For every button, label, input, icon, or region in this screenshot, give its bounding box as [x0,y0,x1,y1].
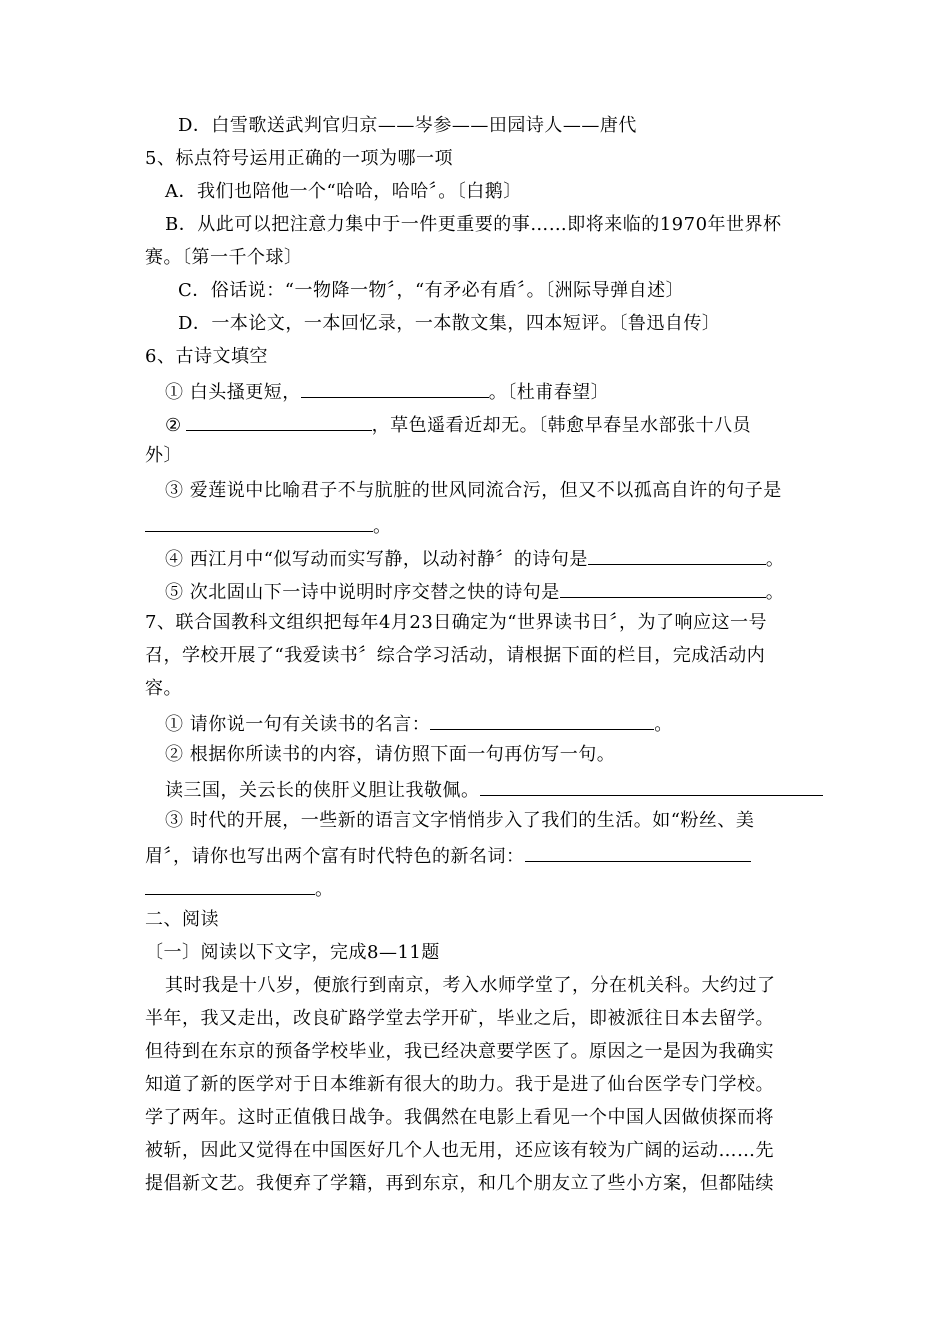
answer-blank-5[interactable] [560,579,766,598]
fill-item-4-end: 。 [765,549,785,570]
fill-item-4 [165,546,784,571]
fill-item-4-text: ④ 西江月中“似写动而实写静，以动衬静〞的诗句是 [165,549,588,570]
question-7-line-3: 容。 [145,678,182,699]
question-6-title: 6、古诗文填空 [145,346,268,367]
fill-item-2-cont: 外〕 [145,445,182,466]
answer-blank-1[interactable] [301,379,489,398]
q7-item-3-end: 。 [315,879,334,900]
passage-line-5: 学了两年。这时正值俄日战争。我偶然在电影上看见一个中国人因做侦探而将 [145,1107,774,1128]
q7-item-1-end: 。 [654,714,673,735]
option-b-q5: B．从此可以把注意力集中于一件更重要的事……即将来临的1970年世界杯 [165,214,782,235]
reading-1-instruction: 〔一〕阅读以下文字，完成8—11题 [145,942,440,963]
passage-line-6: 被斩，因此又觉得在中国医好几个人也无用，还应该有较为广阔的运动……先 [145,1140,774,1161]
option-a-q5: A．我们也陪他一个“哈哈，哈哈〞。〔白鹅〕 [165,181,522,202]
answer-blank-3[interactable] [145,513,373,532]
q7-item-3-answer [145,876,334,901]
question-7-line-2: 召，学校开展了“我爱读书〞综合学习活动，请根据下面的栏目，完成活动内 [145,645,766,666]
q7-item-2-example [165,777,823,802]
passage-line-7: 提倡新文艺。我便弃了学籍，再到东京，和几个朋友立了些小方案，但都陆续 [145,1173,774,1194]
q7-item-3-text: 眉〞，请你也写出两个富有时代特色的新名词： [145,846,525,867]
question-7-line-1: 7、联合国教科文组织把每年4月23日确定为“世界读书日〞，为了响应这一号 [145,612,768,633]
option-b-q5-cont: 赛。〔第一千个球〕 [145,247,303,268]
answer-blank-9[interactable] [145,876,315,895]
fill-item-3-answer [145,513,392,538]
q7-item-2: ② 根据你所读书的内容，请仿照下面一句再仿写一句。 [165,744,616,765]
q7-item-1 [165,711,673,736]
q7-example-text: 读三国，关云长的侠肝义胆让我敬佩。 [165,780,480,801]
option-d-q4: D．白雪歌送武判官归京——岑参——田园诗人——唐代 [178,115,637,136]
section-2-heading: 二、阅读 [145,909,219,930]
q7-item-3-cont [145,843,751,868]
answer-blank-7[interactable] [480,777,823,796]
fill-item-1-source: 。〔杜甫春望〕 [488,382,610,403]
answer-blank-4[interactable] [588,546,766,565]
passage-line-4: 知道了新的医学对于日本维新有很大的助力。我于是进了仙台医学专门学校。 [145,1074,774,1095]
fill-item-1-text: ① 白头搔更短， [165,382,301,403]
fill-item-2 [165,412,751,437]
fill-item-5 [165,579,784,604]
fill-item-2-num: ② [165,415,182,436]
passage-line-1: 其时我是十八岁，便旅行到南京，考入水师学堂了，分在机关科。大约过了 [165,975,776,996]
answer-blank-6[interactable] [430,711,654,730]
answer-blank-2[interactable] [186,412,372,431]
passage-line-2: 半年，我又走出，改良矿路学堂去学开矿，毕业之后，即被派往日本去留学。 [145,1008,774,1029]
option-d-q5: D．一本论文，一本回忆录，一本散文集，四本短评。〔鲁迅自传〕 [178,313,721,334]
question-5-title: 5、标点符号运用正确的一项为哪一项 [145,148,453,169]
fill-item-1 [165,379,609,404]
q7-item-3: ③ 时代的开展，一些新的语言文字悄悄步入了我们的生活。如“粉丝、美 [165,810,755,831]
passage-line-3: 但待到在东京的预备学校毕业，我已经决意要学医了。原因之一是因为我确实 [145,1041,774,1062]
option-c-q5: C．俗话说：“一物降一物〞，“有矛必有盾〞。〔洲际导弹自述〕 [178,280,685,301]
fill-item-3-end: 。 [373,516,392,537]
fill-item-2-text: ，草色遥看近却无。〔韩愈早春呈水部张十八员 [371,415,752,436]
q7-item-1-text: ① 请你说一句有关读书的名言： [165,714,431,735]
fill-item-5-end: 。 [765,582,785,603]
fill-item-3: ③ 爱莲说中比喻君子不与肮脏的世风同流合污，但又不以孤高自许的句子是 [165,480,782,501]
answer-blank-8[interactable] [525,843,751,862]
fill-item-5-text: ⑤ 次北固山下一诗中说明时序交替之快的诗句是 [165,582,560,603]
